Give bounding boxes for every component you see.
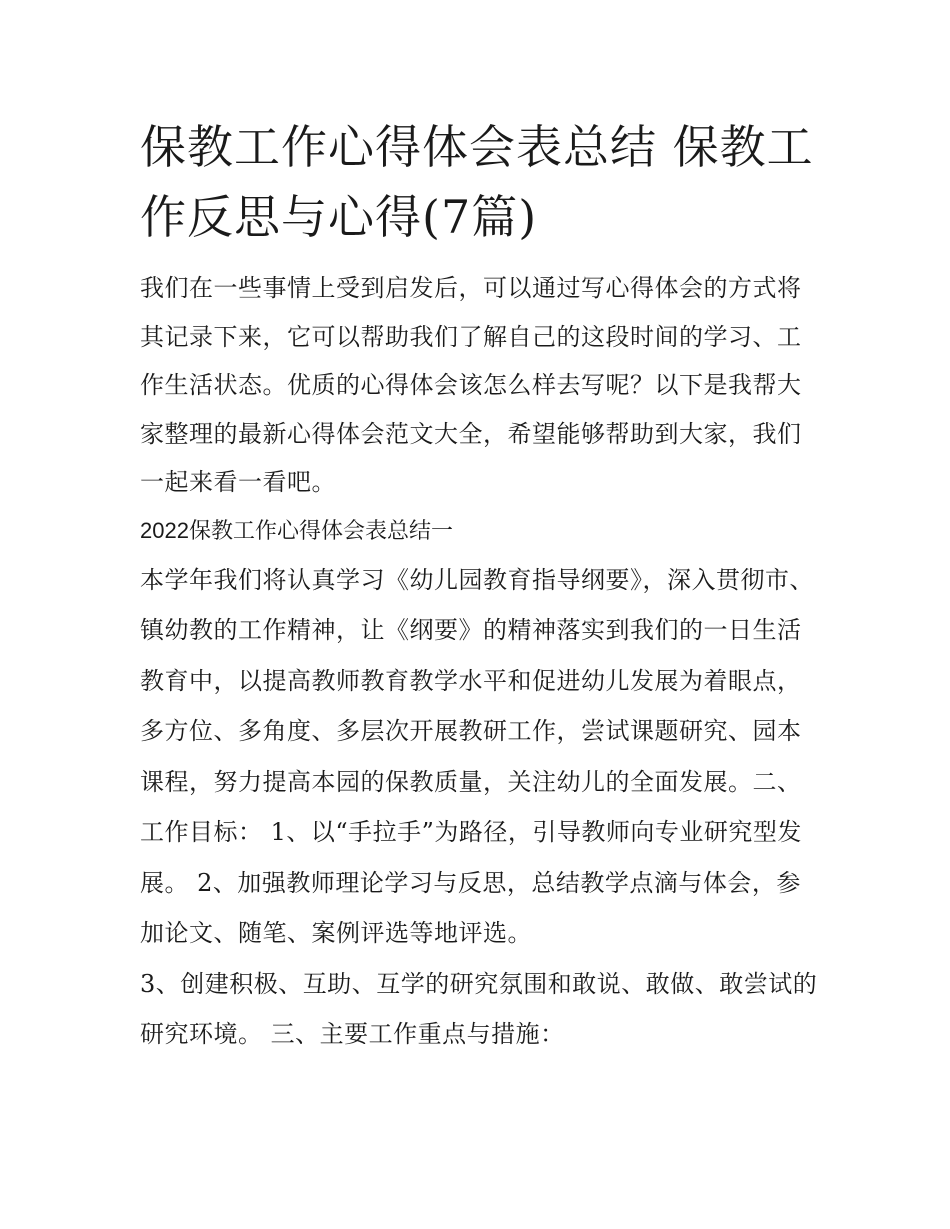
body-paragraph-2: 3、创建积极、互助、互学的研究氛围和敢说、敢做、敢尝试的研究环境。 三、主要工作重点与措施：: [140, 969, 818, 1048]
document-page: [140, 112, 820, 1060]
section-heading: 2022保教工作心得体会表总结一: [140, 517, 453, 543]
intro-paragraph: 我们在一些事情上受到启发后，可以通过写心得体会的方式将其记录下来，它可以帮助我们了解自己的这段时间的学习、工作生活状态。优质的心得体会该怎么样去写呢？以下是我帮大家整理的最新心得体会范文大全，希望能够帮助到大家，我们一起来看一看吧。: [140, 274, 802, 496]
document-title: 保教工作心得体会表总结 保教工作反思与心得(7篇): [140, 120, 814, 244]
body-paragraph-1: 本学年我们将认真学习《幼儿园教育指导纲要》，深入贯彻市、镇幼教的工作精神，让《纲要》的精神落实到我们的一日生活教育中，以提高教师教育教学水平和促进幼儿发展为着眼点，多方位、多角度、多层次开展教研工作，尝试课题研究、园本课程，努力提高本园的保教质量，关注幼儿的全面发展。二、工作目标： 1、以“手拉手”为路径，引导教师向专业研究型发展。 2、加强教师理论学习与反思，总结教学点滴与体会，参加论文、随笔、案例评选等地评选。: [140, 565, 814, 947]
